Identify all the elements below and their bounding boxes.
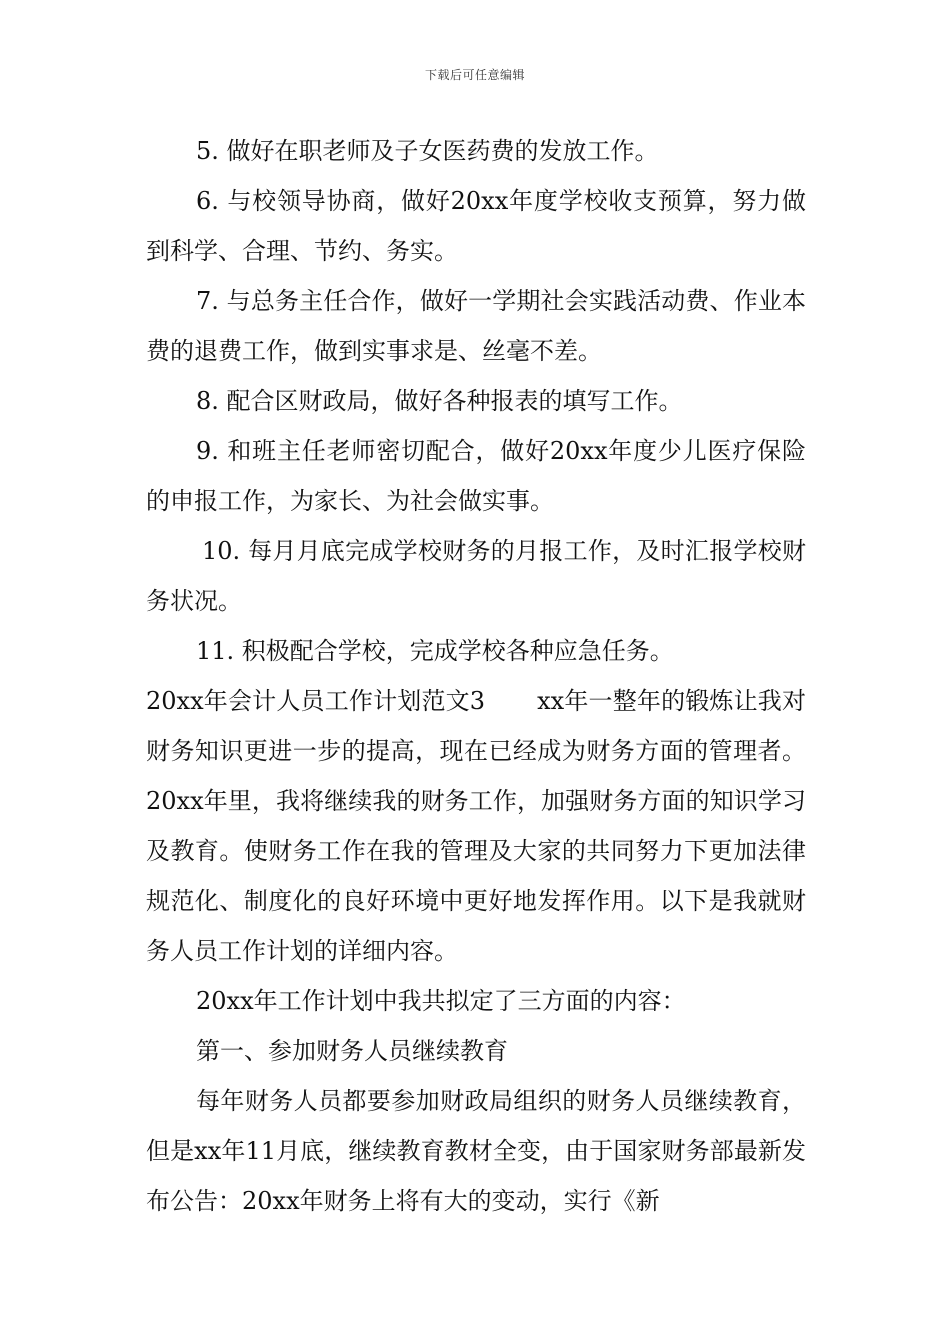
list-item-8: 8. 配合区财政局，做好各种报表的填写工作。: [196, 387, 683, 415]
list-item-10: 10. 每月月底完成学校财务的月报工作，及时汇报学校财务状况。: [146, 537, 806, 615]
section-3-body: xx年一整年的锻炼让我对财务知识更进一步的提高，现在已经成为财务方面的管理者。20xx年里，我将继续我的财务工作，加强财务方面的知识学习及教育。使财务工作在我的管理及大家的共同努力下更加法律规范化、制度化的良好环境中更好地发挥作用。以下是我就财务人员工作计划的详细内容。: [146, 687, 806, 965]
first-body: 每年财务人员都要参加财政局组织的财务人员继续教育，但是xx年11月底，继续教育教材全变，由于国家财务部最新发布公告：20xx年财务上将有大的变动，实行《新: [146, 1087, 806, 1215]
document-body: [146, 126, 806, 1226]
plan-intro: 20xx年工作计划中我共拟定了三方面的内容：: [196, 987, 686, 1015]
first-heading: 第一、参加财务人员继续教育: [196, 1037, 508, 1065]
list-item-5: 5. 做好在职老师及子女医药费的发放工作。: [196, 137, 659, 165]
list-item-7: 7. 与总务主任合作，做好一学期社会实践活动费、作业本费的退费工作，做到实事求是、丝毫不差。: [146, 287, 806, 365]
section-3-title: 20xx年会计人员工作计划范文3: [146, 687, 486, 715]
section-3-paragraph: [146, 676, 806, 976]
page-header: 下载后可任意编辑: [424, 68, 525, 82]
list-item-9: 9. 和班主任老师密切配合，做好20xx年度少儿医疗保险的申报工作，为家长、为社会做实事。: [146, 437, 806, 515]
list-item-11: 11. 积极配合学校，完成学校各种应急任务。: [196, 637, 674, 665]
list-item-6: 6. 与校领导协商，做好20xx年度学校收支预算，努力做到科学、合理、节约、务实。: [146, 187, 806, 265]
